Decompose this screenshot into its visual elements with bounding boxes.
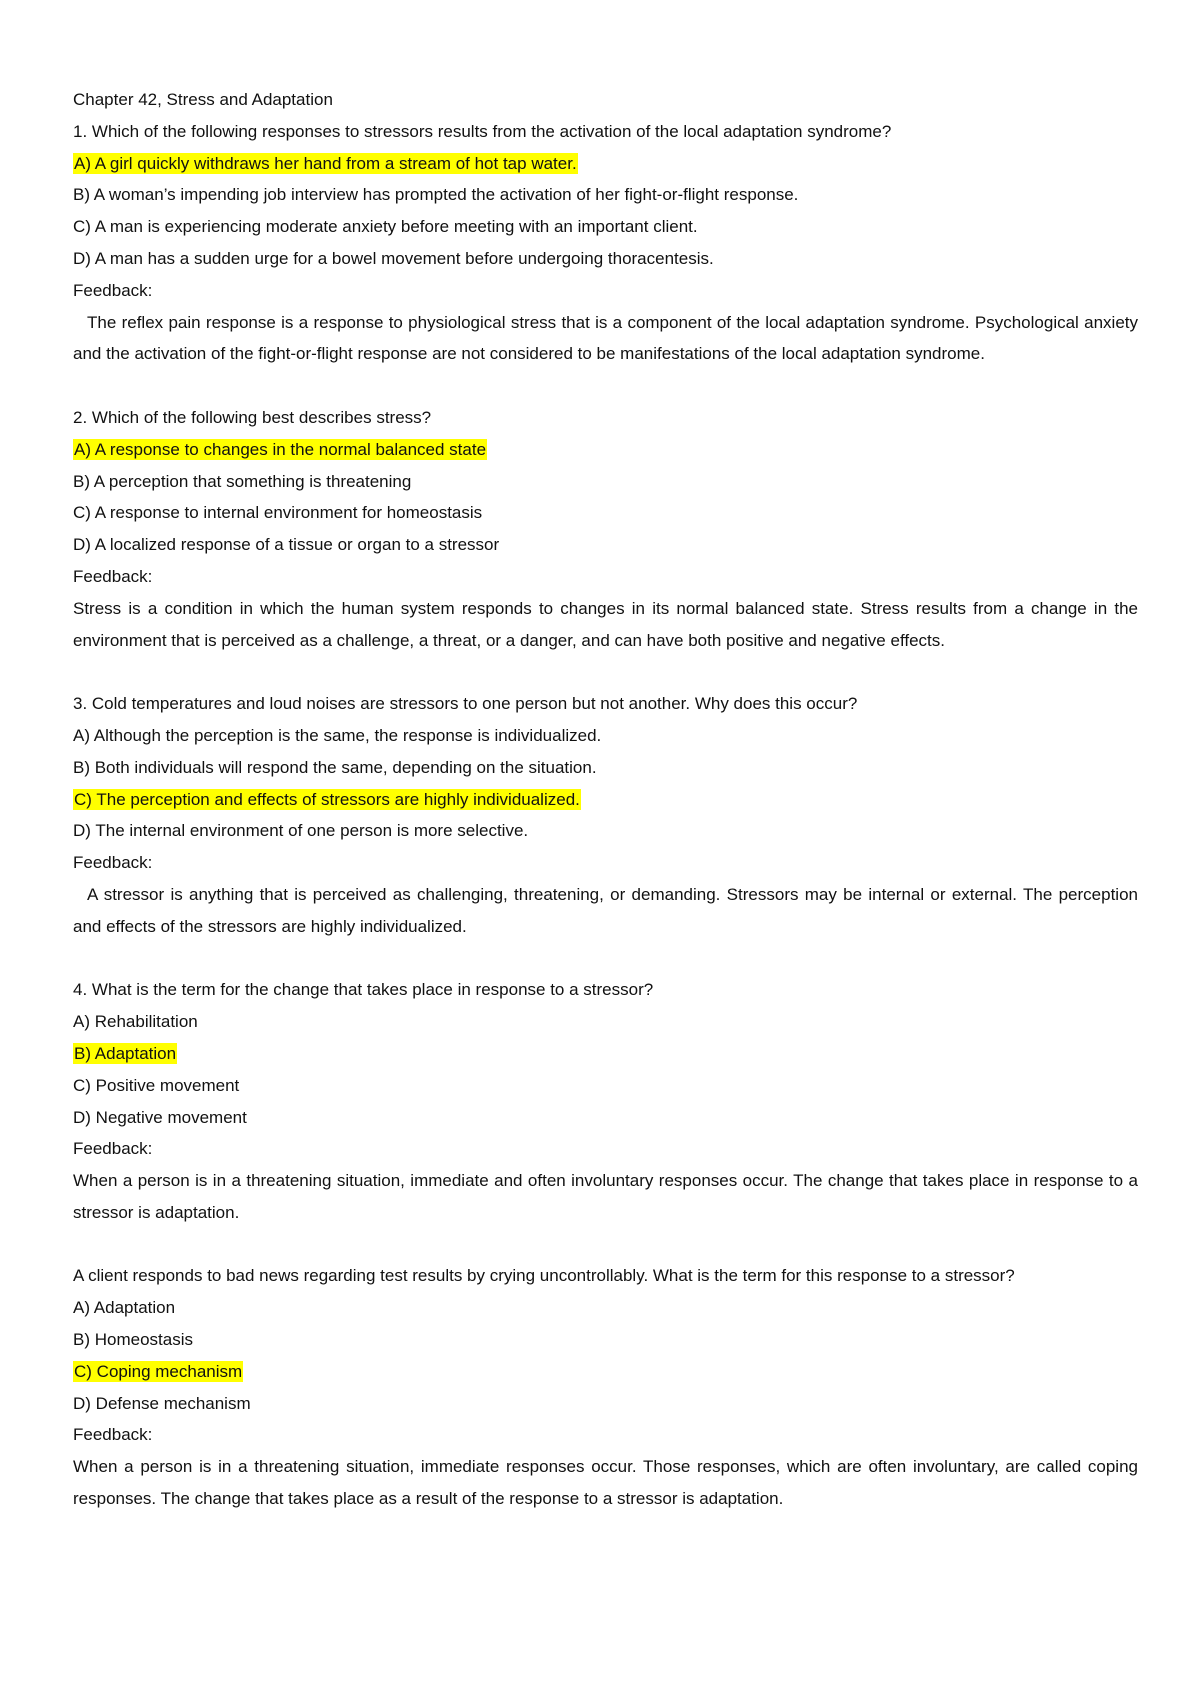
feedback-text: When a person is in a threatening situation, immediate and often involuntary responses occur. The change that takes place in response to a stressor is adaptation. bbox=[73, 1171, 1138, 1222]
option-c: C) Positive movement bbox=[73, 1075, 240, 1095]
feedback-text: A stressor is anything that is perceived as challenging, threatening, or demanding. Stressors may be internal or external. The perception and effects of the stressors are highly individualized. bbox=[73, 884, 1138, 936]
option-b: B) A perception that something is threatening bbox=[73, 471, 412, 491]
option-b bbox=[73, 1038, 1138, 1070]
option-b: B) Homeostasis bbox=[73, 1330, 193, 1350]
spacer bbox=[73, 1229, 1138, 1261]
option-c: C) A man is experiencing moderate anxiety before meeting with an important client. bbox=[73, 217, 698, 237]
feedback-label: Feedback: bbox=[73, 1139, 153, 1159]
question-2 bbox=[73, 402, 1138, 656]
option-c: C) A response to internal environment for homeostasis bbox=[73, 503, 483, 523]
option-d: D) A localized response of a tissue or organ to a stressor bbox=[73, 535, 500, 555]
highlighted-answer: C) Coping mechanism bbox=[74, 1361, 243, 1381]
question-prompt: 4. What is the term for the change that takes place in response to a stressor? bbox=[73, 980, 654, 1000]
option-a: A) Rehabilitation bbox=[73, 1012, 198, 1032]
feedback-label: Feedback: bbox=[73, 280, 153, 300]
feedback-label: Feedback: bbox=[73, 566, 153, 586]
option-b: B) Both individuals will respond the same, depending on the situation. bbox=[73, 757, 597, 777]
option-a bbox=[73, 434, 1138, 466]
question-3 bbox=[73, 688, 1138, 942]
highlighted-answer: A) A response to changes in the normal balanced state bbox=[74, 439, 487, 459]
spacer bbox=[73, 370, 1138, 402]
question-prompt: 3. Cold temperatures and loud noises are stressors to one person but not another. Why does this occur? bbox=[73, 694, 858, 714]
option-c bbox=[73, 1356, 1138, 1388]
spacer bbox=[73, 943, 1138, 975]
option-a bbox=[73, 148, 1138, 180]
feedback-label: Feedback: bbox=[73, 853, 153, 873]
question-prompt: A client responds to bad news regarding test results by crying uncontrollably. What is the term for this response to a stressor? bbox=[73, 1266, 1015, 1286]
feedback-text: Stress is a condition in which the human system responds to changes in its normal balanced state. Stress results from a change in the environment that is perceived as a challenge, a threat, or a danger, and can have both positive and negative effects. bbox=[73, 598, 1138, 650]
option-d: D) Defense mechanism bbox=[73, 1393, 251, 1413]
option-a: A) Although the perception is the same, the response is individualized. bbox=[73, 725, 602, 745]
chapter-title: Chapter 42, Stress and Adaptation bbox=[73, 90, 333, 109]
option-b: B) A woman’s impending job interview has prompted the activation of her fight-or-flight response. bbox=[73, 185, 799, 205]
highlighted-answer: C) The perception and effects of stressors are highly individualized. bbox=[74, 789, 580, 809]
option-c bbox=[73, 784, 1138, 816]
question-1 bbox=[73, 116, 1138, 370]
option-d: D) A man has a sudden urge for a bowel movement before undergoing thoracentesis. bbox=[73, 248, 714, 268]
option-a: A) Adaptation bbox=[73, 1298, 176, 1318]
question-5 bbox=[73, 1260, 1138, 1514]
question-4 bbox=[73, 974, 1138, 1228]
feedback-text: The reflex pain response is a response to physiological stress that is a component of the local adaptation syndrome. Psychological anxiety and the activation of the fight-or-flight response are not considered to be manifestations of the local adaptation syndrome. bbox=[73, 312, 1138, 364]
question-prompt: 2. Which of the following best describes stress? bbox=[73, 407, 432, 427]
spacer bbox=[73, 656, 1138, 688]
question-prompt: 1. Which of the following responses to stressors results from the activation of the local adaptation syndrome? bbox=[73, 121, 892, 141]
feedback-text: When a person is in a threatening situation, immediate responses occur. Those responses, which are often involuntary, are called coping responses. The change that takes place as a result of the response to a stressor is adaptation. bbox=[73, 1457, 1138, 1509]
feedback-label: Feedback: bbox=[73, 1425, 153, 1445]
highlighted-answer: B) Adaptation bbox=[74, 1043, 177, 1063]
highlighted-answer: A) A girl quickly withdraws her hand from a stream of hot tap water. bbox=[74, 153, 577, 173]
option-d: D) The internal environment of one person is more selective. bbox=[73, 821, 529, 841]
option-d: D) Negative movement bbox=[73, 1107, 247, 1127]
